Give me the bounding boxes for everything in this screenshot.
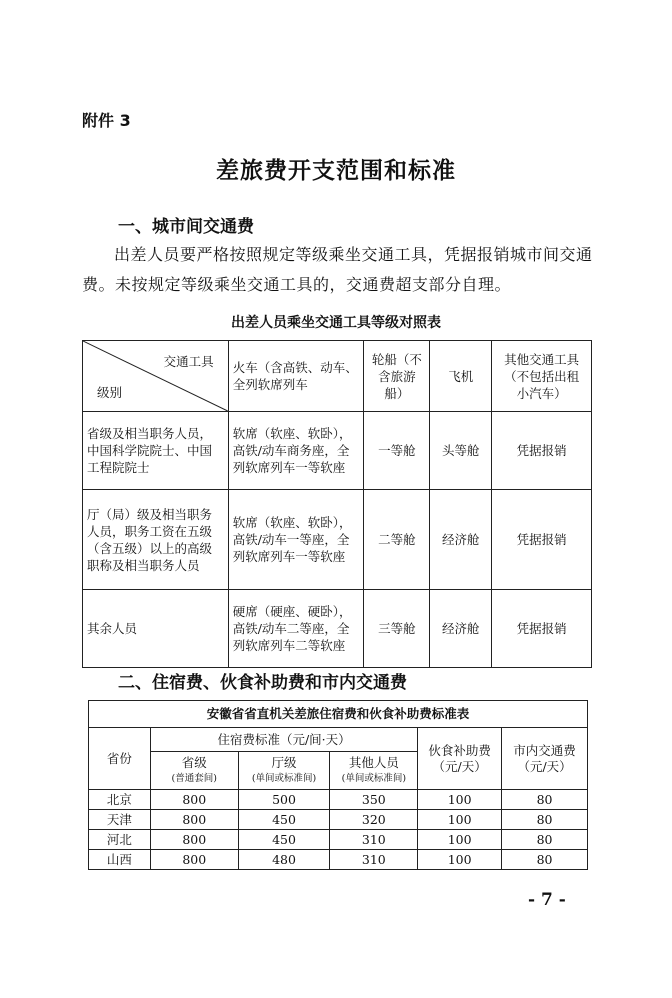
- subheader-note: (普通套间): [171, 772, 217, 784]
- header-plane: 飞机: [430, 341, 492, 412]
- cell-province: 山西: [89, 850, 151, 870]
- cell-transport: 80: [502, 850, 588, 870]
- table1-header-row: [83, 341, 592, 412]
- subheader-name: 省级: [181, 754, 207, 770]
- page-number: - 7 -: [528, 890, 566, 910]
- cell-province: 北京: [89, 790, 151, 810]
- cell-transport: 80: [502, 830, 588, 850]
- corner-bottom-label: 级别: [97, 385, 123, 400]
- row-level: 厅（局）级及相当职务人员，职务工资在五级（含五级）以上的高级职称及相当职务人员: [83, 490, 229, 590]
- cell-provincial: 800: [150, 830, 238, 850]
- subheader-name: 其他人员: [348, 754, 399, 770]
- table1-corner-cell: [83, 341, 229, 412]
- cell-bureau: 450: [238, 810, 330, 830]
- cell-transport: 80: [502, 790, 588, 810]
- lodging-allowance-table: [88, 700, 588, 870]
- cell-others: 320: [330, 810, 418, 830]
- row-ship: 三等舱: [364, 590, 430, 668]
- cell-transport: 80: [502, 810, 588, 830]
- row-other: 凭据报销: [492, 412, 592, 490]
- cell-others: 310: [330, 830, 418, 850]
- table1-row: [83, 590, 592, 668]
- section1-paragraph: 出差人员要严格按照规定等级乘坐交通工具，凭据报销城市间交通费。未按规定等级乘坐交通工具的，交通费超支部分自理。: [82, 245, 593, 294]
- section2-heading: 二、住宿费、伙食补助费和市内交通费: [118, 673, 407, 693]
- transport-level-table: [82, 340, 592, 668]
- cell-bureau: 450: [238, 830, 330, 850]
- subheader-others: [330, 752, 418, 790]
- cell-bureau: 500: [238, 790, 330, 810]
- section1-heading: 一、城市间交通费: [118, 217, 254, 237]
- row-plane: 头等舱: [430, 412, 492, 490]
- attachment-label: 附件 3: [82, 111, 131, 130]
- row-other: 凭据报销: [492, 590, 592, 668]
- cell-provincial: 800: [150, 790, 238, 810]
- subheader-provincial: [150, 752, 238, 790]
- cell-province: 天津: [89, 810, 151, 830]
- header-other: 其他交通工具（不包括出租小汽车）: [492, 341, 592, 412]
- cell-meal: 100: [418, 810, 502, 830]
- cell-province: 河北: [89, 830, 151, 850]
- table2-caption-row: [89, 701, 588, 728]
- table1-caption: 出差人员乘坐交通工具等级对照表: [231, 315, 441, 331]
- header-train: 火车（含高铁、动车、全列软席列车: [228, 341, 364, 412]
- header-meal: 伙食补助费（元/天）: [418, 728, 502, 790]
- cell-others: 350: [330, 790, 418, 810]
- cell-meal: 100: [418, 850, 502, 870]
- row-other: 凭据报销: [492, 490, 592, 590]
- cell-provincial: 800: [150, 850, 238, 870]
- table1-row: [83, 412, 592, 490]
- table2-caption: 安徽省省直机关差旅住宿费和伙食补助费标准表: [89, 701, 588, 728]
- table2-header-row: [89, 728, 588, 752]
- cell-bureau: 480: [238, 850, 330, 870]
- document-title: 差旅费开支范围和标准: [216, 157, 456, 184]
- row-train: 软席（软座、软卧），高铁/动车一等座，全列软席列车一等软座: [228, 490, 364, 590]
- cell-meal: 100: [418, 790, 502, 810]
- header-ship: 轮船（不含旅游船）: [364, 341, 430, 412]
- table1-row: [83, 490, 592, 590]
- subheader-name: 厅级: [271, 754, 297, 770]
- row-plane: 经济舱: [430, 590, 492, 668]
- row-train: 软席（软座、软卧），高铁/动车商务座，全列软席列车一等软座: [228, 412, 364, 490]
- cell-others: 310: [330, 850, 418, 870]
- row-level: 其余人员: [83, 590, 229, 668]
- corner-top-label: 交通工具: [163, 354, 214, 369]
- table-row: [89, 830, 588, 850]
- cell-meal: 100: [418, 830, 502, 850]
- header-lodging: 住宿费标准（元/间·天）: [150, 728, 417, 752]
- table-row: [89, 850, 588, 870]
- row-plane: 经济舱: [430, 490, 492, 590]
- header-transport: 市内交通费（元/天）: [502, 728, 588, 790]
- table-row: [89, 790, 588, 810]
- table-row: [89, 810, 588, 830]
- cell-provincial: 800: [150, 810, 238, 830]
- row-ship: 二等舱: [364, 490, 430, 590]
- subheader-note: (单间或标准间): [251, 772, 317, 784]
- row-level: 省级及相当职务人员，中国科学院院士、中国工程院院士: [83, 412, 229, 490]
- row-ship: 一等舱: [364, 412, 430, 490]
- header-province: 省份: [89, 728, 151, 790]
- row-train: 硬席（硬座、硬卧），高铁/动车二等座，全列软席列车二等软座: [228, 590, 364, 668]
- subheader-note: (单间或标准间): [341, 772, 407, 784]
- subheader-bureau: [238, 752, 330, 790]
